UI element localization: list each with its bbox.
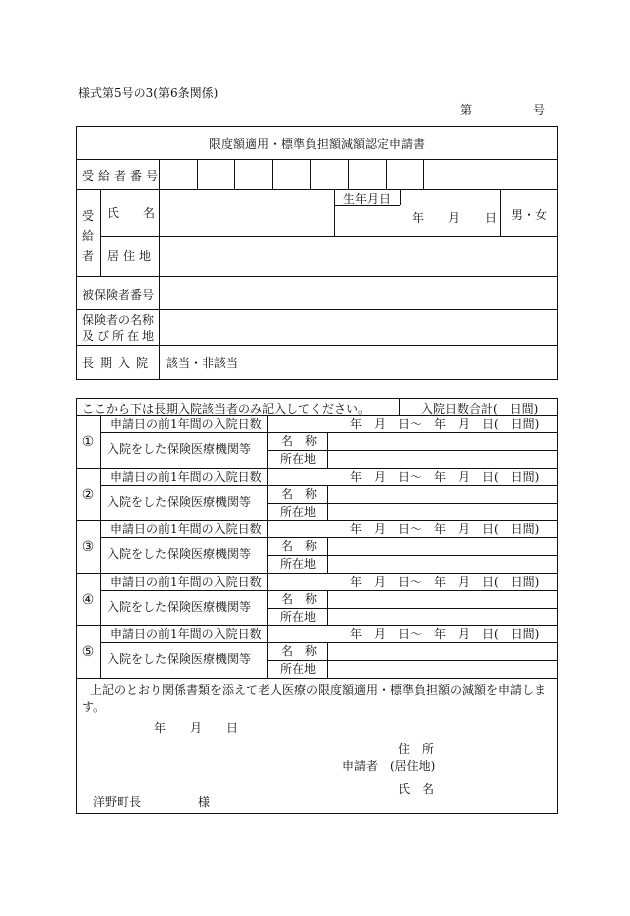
entry-facility-address-label: 所在地 [280, 452, 317, 466]
dob-month: 月 [448, 211, 461, 225]
recipient-number-label: 受給者番号 [82, 169, 163, 183]
entry-period-value: 年 月 日〜 年 月 日( 日間) [350, 522, 540, 537]
entry-period-value: 年 月 日〜 年 月 日( 日間) [350, 469, 540, 484]
dob-year: 年 [412, 211, 425, 225]
long-term-note: ここから下は長期入院該当者のみ記入してください。 [82, 402, 371, 416]
entry-period-value: 年 月 日〜 年 月 日( 日間) [350, 574, 540, 589]
entry-facility-address-label: 所在地 [280, 609, 317, 624]
long-term-label: 長期入院 [82, 356, 155, 370]
dob-day: 日 [485, 211, 498, 225]
entry-period-label: 申請日の前1年間の入院日数 [110, 469, 262, 484]
entry-facility-name-label: 名 称 [281, 591, 318, 606]
form-title: 限度額適用・標準負担額減額認定申請書 [208, 137, 425, 151]
entry-index: ① [81, 434, 95, 450]
entry-facility-address-label: 所在地 [280, 504, 317, 519]
entry-period-label: 申請日の前1年間の入院日数 [110, 522, 262, 537]
name-label: 氏 名 [107, 206, 162, 220]
entry-facility-label: 入院をした保険医療機関等 [107, 652, 252, 667]
gender-options: 男・女 [511, 208, 548, 222]
application-date: 年 月 日 [154, 721, 239, 735]
entry-period-label: 申請日の前1年間の入院日数 [110, 417, 262, 431]
insurer-label-line1: 保険者の名称 [82, 313, 155, 327]
addressee-honorific: 様 [198, 795, 211, 809]
applicant-name-label: 氏 名 [398, 782, 435, 796]
entry-facility-name-label: 名 称 [281, 486, 318, 501]
entry-facility-label: 入院をした保険医療機関等 [107, 547, 252, 562]
long-term-value: 該当・非該当 [166, 356, 239, 370]
form-number: 様式第5号の3(第6条関係) [78, 86, 219, 100]
entry-facility-name-label: 名 称 [281, 434, 318, 448]
entry-index: ② [81, 486, 95, 503]
statement-line2: す。 [82, 700, 106, 714]
entry-facility-label: 入院をした保険医療機関等 [107, 442, 252, 456]
entry-period-label: 申請日の前1年間の入院日数 [110, 627, 262, 642]
doc-number-go: 号 [533, 103, 546, 117]
entry-facility-name-label: 名 称 [281, 644, 318, 659]
total-days: 入院日数合計( 日間) [421, 402, 539, 416]
applicant-residence-label: (居住地) [390, 759, 436, 773]
entry-facility-address-label: 所在地 [280, 557, 317, 572]
residence-label: 居住地 [107, 249, 156, 263]
statement-line1: 上記のとおり関係書類を添えて老人医療の限度額適用・標準負担額の減額を申請しま [90, 683, 547, 697]
addressee: 洋野町長 [93, 795, 142, 809]
entry-index: ③ [81, 539, 95, 556]
dob-label: 生年月日 [343, 192, 392, 206]
entry-period-label: 申請日の前1年間の入院日数 [110, 574, 262, 589]
recipient-label: 受給者 [82, 209, 95, 263]
applicant-label: 申請者 [342, 759, 379, 773]
entry-facility-name-label: 名 称 [281, 539, 318, 554]
doc-number-dai: 第 [460, 103, 473, 117]
entry-facility-label: 入院をした保険医療機関等 [107, 599, 252, 614]
applicant-address-label: 住 所 [398, 742, 435, 756]
entry-facility-label: 入院をした保険医療機関等 [107, 494, 252, 509]
entry-period-value: 年 月 日〜 年 月 日( 日間) [350, 417, 540, 431]
insured-number-label: 被保険者番号 [82, 288, 155, 302]
entry-facility-address-label: 所在地 [280, 662, 317, 677]
entry-period-value: 年 月 日〜 年 月 日( 日間) [350, 627, 540, 642]
insurer-label-line2: 及び所在地 [82, 329, 158, 343]
entry-index: ⑤ [81, 644, 95, 661]
entry-index: ④ [81, 591, 95, 608]
